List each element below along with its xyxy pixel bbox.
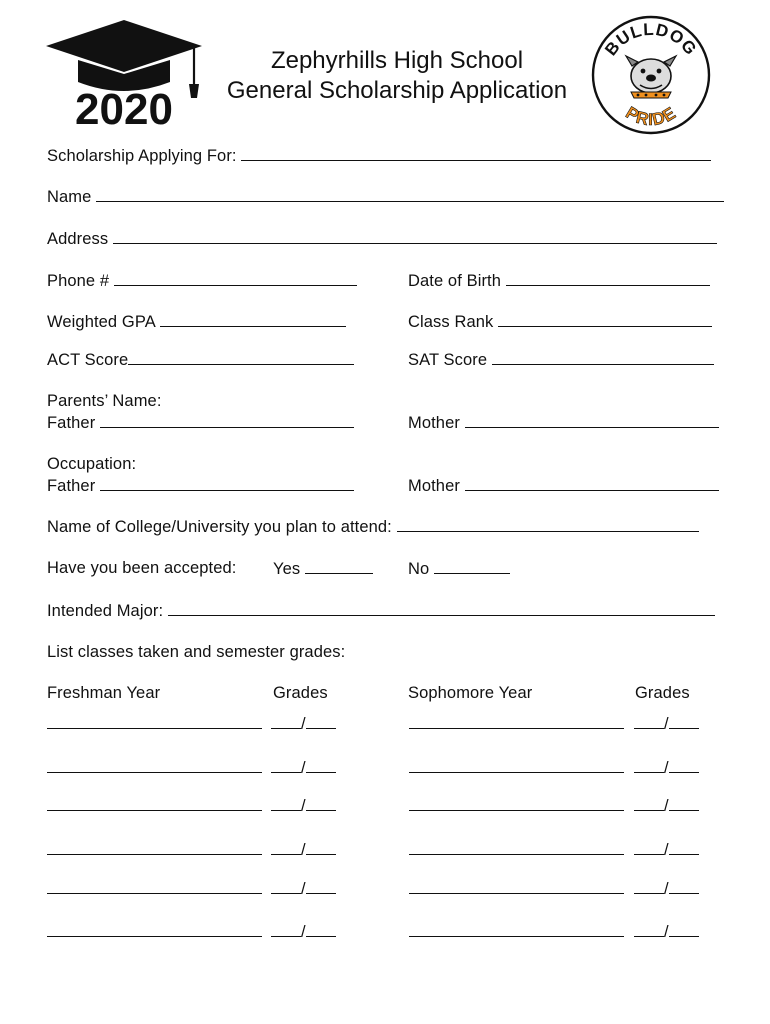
sophomore-class-row [409,758,624,778]
freshman-class-row [47,758,262,778]
freshman-class-row [47,879,262,899]
address-label: Address [47,230,109,248]
occupation-mother-label: Mother [408,477,460,495]
sophomore-grade-sem1-field[interactable] [634,879,664,894]
freshman-grade-sem1-field[interactable] [271,796,301,811]
grade-slash: / [664,797,669,815]
occupation-father-label: Father [47,477,96,495]
sophomore-grade-sem2-field[interactable] [669,922,699,937]
parent-mother-label: Mother [408,414,460,432]
parents-label: Parents’ Name: [47,392,162,410]
freshman-grade-pair [271,879,336,899]
grade-slash: / [664,715,669,733]
grade-slash: / [301,923,306,941]
freshman-class-field[interactable] [47,758,262,773]
freshman-grade-pair [271,922,336,942]
sophomore-class-row [409,840,624,860]
phone-label: Phone # [47,272,110,290]
graduation-cap-2020-icon [44,16,206,128]
grade-slash: / [664,880,669,898]
sophomore-class-row [409,796,624,816]
college-label: Name of College/University you plan to attend: [47,518,392,536]
freshman-grade-pair [271,840,336,860]
act-label: ACT Score [47,351,129,369]
sophomore-grade-sem1-field[interactable] [634,840,664,855]
grade-slash: / [664,923,669,941]
sophomore-grade-sem1-field[interactable] [634,922,664,937]
dob-field[interactable] [506,271,710,286]
freshman-class-row [47,796,262,816]
rank-label: Class Rank [408,313,494,331]
sophomore-grade-sem2-field[interactable] [669,840,699,855]
act-field[interactable] [128,350,354,365]
sophomore-grade-pair [634,879,699,899]
sophomore-grade-sem1-field[interactable] [634,796,664,811]
sat-field[interactable] [492,350,714,365]
parent-father-label: Father [47,414,96,432]
accepted-label: Have you been accepted: [47,559,237,577]
sophomore-grade-pair [634,758,699,778]
freshman-grade-sem2-field[interactable] [306,840,336,855]
grade-slash: / [301,797,306,815]
sophomore-grade-pair [634,840,699,860]
bulldog-pride-logo [590,14,712,136]
address-field[interactable] [113,229,717,244]
classes-label: List classes taken and semester grades: [47,643,346,661]
phone-field[interactable] [114,271,357,286]
sophomore-grade-pair [634,796,699,816]
gpa-field[interactable] [160,312,346,327]
scholarship-label: Scholarship Applying For: [47,147,237,165]
freshman-grade-pair [271,796,336,816]
sophomore-year-header: Sophomore Year [408,684,533,702]
sophomore-class-field[interactable] [409,796,624,811]
grade-slash: / [301,880,306,898]
freshman-grade-sem2-field[interactable] [306,879,336,894]
freshman-class-field[interactable] [47,922,262,937]
grade-slash: / [301,759,306,777]
sophomore-grade-sem1-field[interactable] [634,758,664,773]
occupation-mother-field[interactable] [465,476,719,491]
page-title-line1: Zephyrhills High School [270,47,524,74]
occupation-father-field[interactable] [100,476,354,491]
freshman-class-row [47,840,262,860]
freshman-class-field[interactable] [47,840,262,855]
freshman-grade-sem1-field[interactable] [271,840,301,855]
sophomore-grades-header: Grades [635,684,690,702]
grade-slash: / [664,759,669,777]
sophomore-class-row [409,714,624,734]
freshman-grade-sem2-field[interactable] [306,796,336,811]
freshman-grade-sem1-field[interactable] [271,879,301,894]
freshman-grade-sem1-field[interactable] [271,922,301,937]
freshman-grade-sem2-field[interactable] [306,758,336,773]
no-field[interactable] [434,559,510,574]
sophomore-grade-sem2-field[interactable] [669,879,699,894]
sophomore-grade-pair [634,714,699,734]
yes-field[interactable] [305,559,373,574]
name-label: Name [47,188,92,206]
freshman-grades-header: Grades [273,684,328,702]
freshman-year-header: Freshman Year [47,684,161,702]
cap-year-text: 2020 [75,85,173,128]
freshman-class-field[interactable] [47,879,262,894]
freshman-grade-sem2-field[interactable] [306,922,336,937]
yes-label: Yes [273,560,301,578]
sophomore-class-row [409,879,624,899]
sat-label: SAT Score [408,351,488,369]
rank-field[interactable] [498,312,712,327]
freshman-class-field[interactable] [47,796,262,811]
sophomore-class-field[interactable] [409,922,624,937]
major-label: Intended Major: [47,602,164,620]
no-label: No [408,560,430,578]
major-field[interactable] [168,601,715,616]
sophomore-class-row [409,922,624,942]
freshman-grade-pair [271,714,336,734]
freshman-class-row [47,714,262,734]
grade-slash: / [301,841,306,859]
sophomore-grade-sem2-field[interactable] [669,758,699,773]
sophomore-class-field[interactable] [409,714,624,729]
grade-slash: / [301,715,306,733]
sophomore-grade-sem2-field[interactable] [669,714,699,729]
sophomore-grade-sem2-field[interactable] [669,796,699,811]
logo-top-text: BULLDOG [601,19,701,60]
logo-bottom-text: PRIDE [622,103,680,130]
page-title-line2: General Scholarship Application [226,77,568,104]
freshman-grade-sem2-field[interactable] [306,714,336,729]
sophomore-grade-pair [634,922,699,942]
college-field[interactable] [397,517,699,532]
gpa-label: Weighted GPA [47,313,155,331]
sophomore-grade-sem1-field[interactable] [634,714,664,729]
sophomore-class-field[interactable] [409,758,624,773]
scholarship-field[interactable] [241,146,711,161]
dob-label: Date of Birth [408,272,502,290]
sophomore-class-field[interactable] [409,840,624,855]
parent-father-field[interactable] [100,413,354,428]
freshman-grade-pair [271,758,336,778]
grade-slash: / [664,841,669,859]
occupation-label: Occupation: [47,455,137,473]
freshman-class-row [47,922,262,942]
sophomore-class-field[interactable] [409,879,624,894]
parent-mother-field[interactable] [465,413,719,428]
freshman-grade-sem1-field[interactable] [271,714,301,729]
freshman-grade-sem1-field[interactable] [271,758,301,773]
name-field[interactable] [96,187,724,202]
freshman-class-field[interactable] [47,714,262,729]
